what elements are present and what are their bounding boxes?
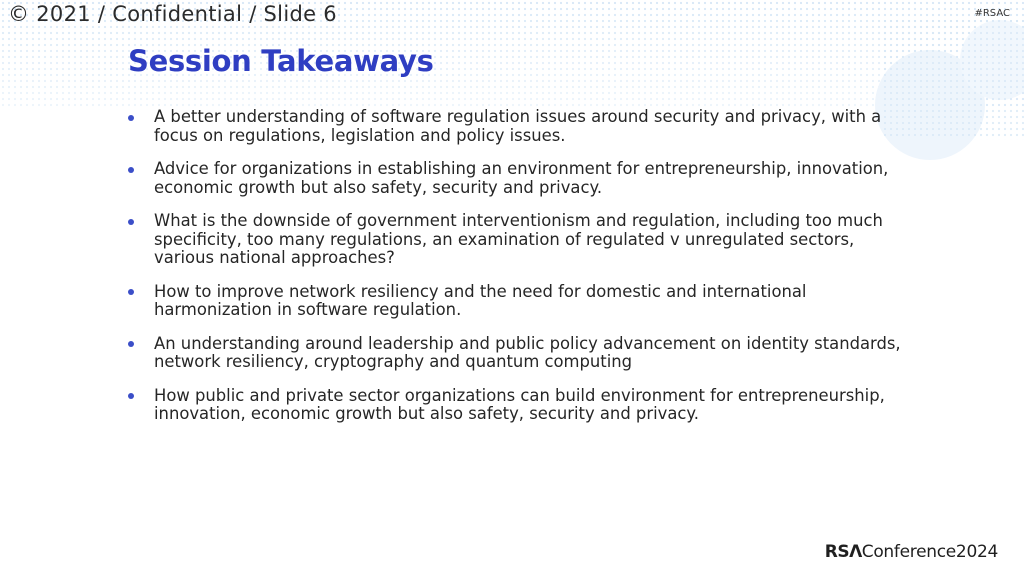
- logo-rsa: RSΛ: [824, 542, 862, 562]
- bullet-text: How to improve network resiliency and the need for domestic and international harmonization in software regulation.: [154, 281, 807, 319]
- bullet-text: An understanding around leadership and public policy advancement on identity standards, network resiliency, cryptography and quantum computing: [154, 333, 901, 371]
- bullet-text: What is the downside of government interventionism and regulation, including too much specificity, too many regulations, an examination of regulated v unregulated sectors, various national approaches?: [154, 211, 883, 267]
- bullet-dot-icon: [128, 115, 134, 121]
- slide-title: Session Takeaways: [128, 44, 434, 78]
- bullet-item-4: [126, 283, 906, 320]
- bullet-item-1: [126, 108, 906, 145]
- confidential-header: © 2021 / Confidential / Slide 6: [8, 2, 337, 26]
- bullet-item-2: [126, 160, 906, 197]
- bullet-text: A better understanding of software regulation issues around security and privacy, with a focus on regulations, legislation and policy issues.: [154, 107, 882, 145]
- takeaways-list: [126, 108, 906, 439]
- bullet-dot-icon: [128, 341, 134, 347]
- rsa-conference-logo: [825, 542, 998, 562]
- bullet-text: Advice for organizations in establishing an environment for entrepreneurship, innovation, economic growth but also safety, security and privacy.: [154, 159, 889, 197]
- bullet-item-3: [126, 212, 906, 268]
- bullet-dot-icon: [128, 167, 134, 173]
- logo-conference: Conference: [861, 542, 956, 562]
- bullet-dot-icon: [128, 289, 134, 295]
- bullet-item-6: [126, 387, 906, 424]
- bullet-text: How public and private sector organizations can build environment for entrepreneurship, innovation, economic growth but also safety, security and privacy.: [154, 385, 885, 423]
- bullet-dot-icon: [128, 219, 134, 225]
- bullet-dot-icon: [128, 393, 134, 399]
- bullet-item-5: [126, 335, 906, 372]
- logo-year: 2024: [955, 542, 998, 562]
- rsac-hashtag: #RSAC: [974, 8, 1010, 19]
